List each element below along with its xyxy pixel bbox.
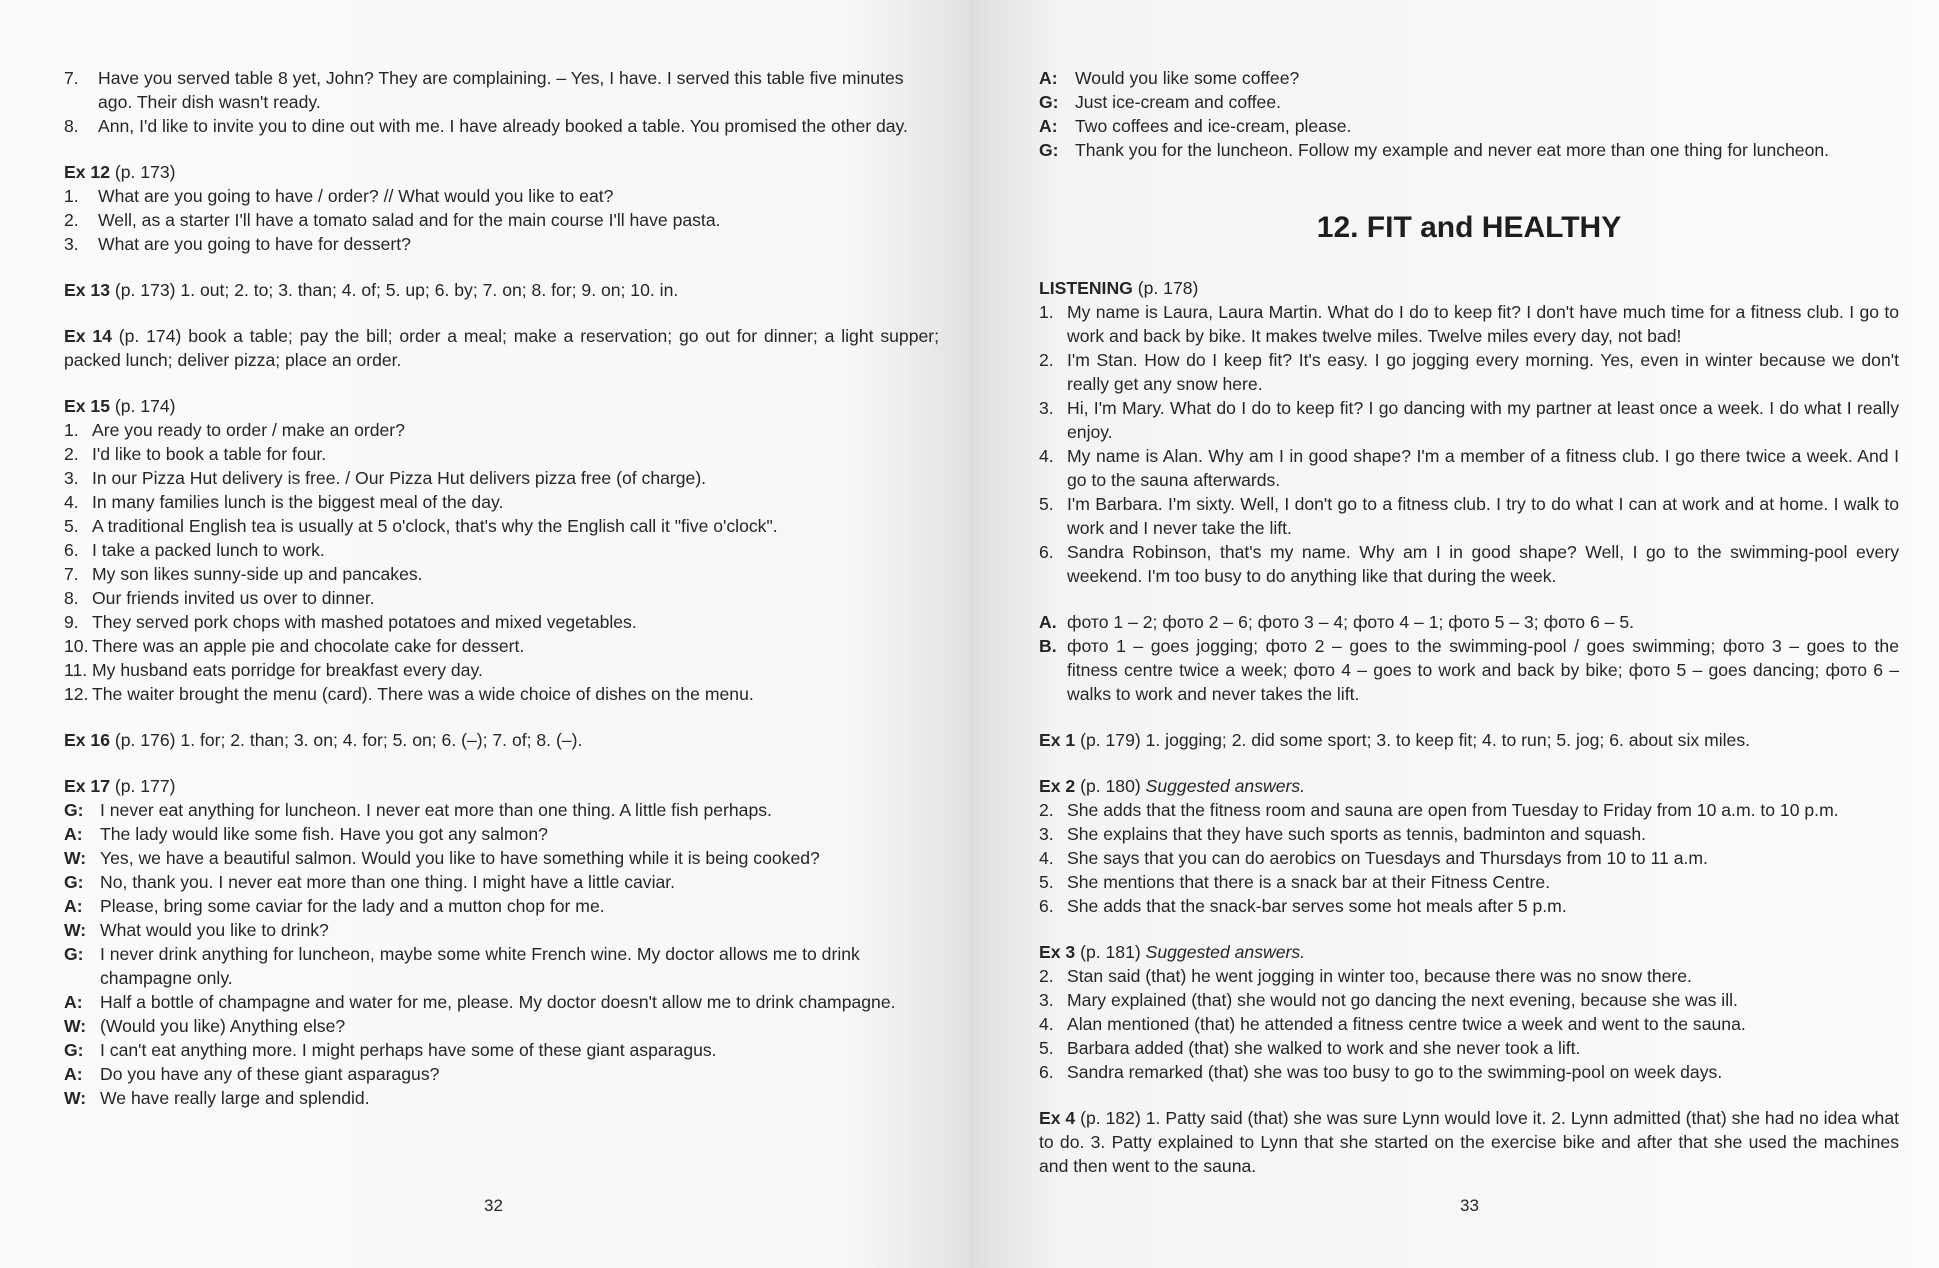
ex-ref: (p. 177): [114, 776, 176, 796]
item-number: 3.: [1039, 824, 1054, 844]
item-number: 8.: [64, 588, 79, 608]
item-text: Stan said (that) he went jogging in winter too, because there was no snow there.: [1067, 966, 1692, 986]
dialogue-text: What would you like to drink?: [100, 920, 329, 940]
ex-label: Ex 14: [64, 326, 112, 346]
item-text: She mentions that there is a snack bar at their Fitness Centre.: [1067, 872, 1551, 892]
item-text: I take a packed lunch to work.: [92, 540, 325, 560]
list-item: [64, 514, 939, 538]
ex-label: Ex 4: [1039, 1108, 1076, 1128]
dialogue-line: [1039, 138, 1899, 162]
dialogue-line: [64, 1086, 939, 1110]
item-text: Barbara added (that) she walked to work and she never took a lift.: [1067, 1038, 1581, 1058]
item-text: In our Pizza Hut delivery is free. / Our Pizza Hut delivers pizza free (of charge).: [92, 468, 707, 488]
ex16-section: [64, 728, 939, 752]
item-text: She says that you can do aerobics on Tuesdays and Thursdays from 10 to 11 a.m.: [1067, 848, 1708, 868]
list-item: [64, 114, 939, 138]
speaker-label: W:: [64, 1088, 87, 1108]
item-text: My son likes sunny-side up and pancakes.: [92, 564, 423, 584]
ex-label: Ex 2: [1039, 776, 1076, 796]
list-item: [1039, 964, 1899, 988]
item-text: Sandra remarked (that) she was too busy to go to the swimming-pool on week days.: [1067, 1062, 1723, 1082]
list-item: [1039, 1036, 1899, 1060]
list-item: [1039, 894, 1899, 918]
dialogue-line: [64, 1038, 939, 1062]
ex-text: 1. for; 2. than; 3. on; 4. for; 5. on; 6. (–); 7. of; 8. (–).: [180, 730, 583, 750]
list-item: [1039, 1012, 1899, 1036]
list-item: [1039, 540, 1899, 588]
item-number: 1.: [1039, 302, 1054, 322]
list-item: [64, 208, 939, 232]
item-number: 7.: [64, 68, 79, 88]
item-number: 1.: [64, 420, 79, 440]
speaker-label: W:: [64, 1016, 87, 1036]
speaker-label: A:: [1039, 68, 1058, 88]
list-item: [1039, 1060, 1899, 1084]
list-item: [64, 184, 939, 208]
ex4-section: [1039, 1106, 1899, 1178]
item-text: What are you going to have for dessert?: [98, 234, 411, 254]
list-item: [64, 682, 939, 706]
item-text: Our friends invited us over to dinner.: [92, 588, 375, 608]
section-label: LISTENING: [1039, 278, 1133, 298]
item-text: I'm Barbara. I'm sixty. Well, I don't go to a fitness club. I try to do what I can at work and at home. I walk to work and I never take the lift.: [1067, 494, 1899, 538]
ex-label: Ex 3: [1039, 942, 1076, 962]
item-number: 5.: [1039, 494, 1054, 514]
item-text: I'd like to book a table for four.: [92, 444, 327, 464]
dialogue-text: (Would you like) Anything else?: [100, 1016, 346, 1036]
list-item: [1039, 988, 1899, 1012]
item-text: There was an apple pie and chocolate cake for dessert.: [92, 636, 525, 656]
speaker-label: G:: [64, 800, 84, 820]
item-text: A traditional English tea is usually at 5 o'clock, that's why the English call it "five o'clock".: [92, 516, 778, 536]
ex2-section: [1039, 774, 1899, 918]
list-item: [64, 538, 939, 562]
list-item: [1039, 798, 1899, 822]
item-label: B.: [1039, 636, 1057, 656]
item-number: 4.: [1039, 848, 1054, 868]
item-number: 8.: [64, 116, 79, 136]
listening-section: [1039, 276, 1899, 588]
ex-text: 1. jogging; 2. did some sport; 3. to keep fit; 4. to run; 5. jog; 6. about six miles.: [1145, 730, 1751, 750]
list-item: [64, 466, 939, 490]
item-text: She adds that the fitness room and sauna are open from Tuesday to Friday from 10 a.m. to 10 p.m.: [1067, 800, 1839, 820]
ex-ref: (p. 176): [114, 730, 176, 750]
list-item: [64, 586, 939, 610]
item-number: 5.: [1039, 872, 1054, 892]
ex-note: Suggested answers.: [1145, 942, 1306, 962]
ex3-section: [1039, 940, 1899, 1084]
page-right: [969, 0, 1939, 1268]
ex-ref: (p. 178): [1137, 278, 1199, 298]
dialogue-line: [64, 870, 939, 894]
ex-text: 1. out; 2. to; 3. than; 4. of; 5. up; 6. by; 7. on; 8. for; 9. on; 10. in.: [180, 280, 679, 300]
item-number: 3.: [64, 468, 79, 488]
dialogue-line: [64, 846, 939, 870]
list-item: [64, 442, 939, 466]
item-number: 6.: [1039, 896, 1054, 916]
ex-text: book a table; pay the bill; order a meal; make a reservation; go out for dinner; a light supper; packed lunch; deliver pizza; place an order.: [64, 326, 940, 370]
list-item: [64, 658, 939, 682]
item-number: 6.: [1039, 1062, 1054, 1082]
list-item: [64, 562, 939, 586]
speaker-label: G:: [1039, 140, 1059, 160]
dialogue-text: Just ice-cream and coffee.: [1075, 92, 1282, 112]
ex-ref: (p. 173): [114, 162, 176, 182]
ex-ref: (p. 174): [114, 396, 176, 416]
item-text: Ann, I'd like to invite you to dine out with me. I have already booked a table. You promised the other day.: [98, 116, 908, 136]
list-item: [1039, 300, 1899, 348]
item-number: 5.: [64, 516, 79, 536]
ex-label: Ex 13: [64, 280, 110, 300]
ex13-section: [64, 278, 939, 302]
item-text: She adds that the snack-bar serves some hot meals after 5 p.m.: [1067, 896, 1567, 916]
list-item: [1039, 396, 1899, 444]
dialogue-text: Thank you for the luncheon. Follow my example and never eat more than one thing for luncheon.: [1075, 140, 1830, 160]
page-number: 33: [1460, 1196, 1479, 1215]
photo-matching: [1039, 610, 1899, 706]
speaker-label: G:: [64, 872, 84, 892]
item-number: 11.: [64, 660, 88, 680]
ex12-heading: [64, 160, 939, 184]
dialogue-line: [64, 918, 939, 942]
item-text: Alan mentioned (that) he attended a fitness centre twice a week and went to the sauna.: [1067, 1014, 1746, 1034]
speaker-label: A:: [64, 896, 83, 916]
item-text: Well, as a starter I'll have a tomato salad and for the main course I'll have pasta.: [98, 210, 721, 230]
item-text: фото 1 – goes jogging; фото 2 – goes to the swimming-pool / goes swimming; фото 3 – goes to the fitness centre twice a week; фото 4 – goes to work and back by bike; фото 5 – goes dancing; фото 6 – walks to work and never takes the lift.: [1067, 636, 1899, 704]
item-text: My name is Laura, Laura Martin. What do I do to keep fit? I don't have much time for a fitness club. I go to work and back by bike. It makes twelve miles. Twelve miles every day, not bad!: [1067, 302, 1899, 346]
item-text: The waiter brought the menu (card). There was a wide choice of dishes on the menu.: [92, 684, 754, 704]
ex17-section: [64, 774, 939, 1110]
item-number: 2.: [1039, 350, 1054, 370]
listening-heading: [1039, 276, 1899, 300]
item-number: 2.: [64, 210, 79, 230]
ex-label: Ex 1: [1039, 730, 1076, 750]
speaker-label: A:: [64, 992, 83, 1012]
item-number: 9.: [64, 612, 79, 632]
ex1-section: [1039, 728, 1899, 752]
dialogue-text: I never eat anything for luncheon. I never eat more than one thing. A little fish perhaps.: [100, 800, 772, 820]
ex15-section: [64, 394, 939, 706]
ex15-heading: [64, 394, 939, 418]
dialogue-text: Yes, we have a beautiful salmon. Would you like to have something while it is being cooked?: [100, 848, 820, 868]
chapter-title: 12. FIT and HEALTHY: [1316, 211, 1622, 244]
item-text: Mary explained (that) she would not go dancing the next evening, because she was ill.: [1067, 990, 1738, 1010]
list-item: [64, 232, 939, 256]
ex-label: Ex 12: [64, 162, 110, 182]
item-text: She explains that they have such sports as tennis, badminton and squash.: [1067, 824, 1647, 844]
dialogue-text: I never drink anything for luncheon, maybe some white French wine. My doctor allows me to drink champagne only.: [100, 944, 860, 988]
dialogue-line: [1039, 114, 1899, 138]
page-left: [0, 0, 969, 1268]
item-number: 2.: [64, 444, 79, 464]
list-item: [1039, 348, 1899, 396]
list-item: [64, 418, 939, 442]
item-number: 3.: [64, 234, 79, 254]
item-number: 4.: [64, 492, 79, 512]
dialogue-text: I can't eat anything more. I might perhaps have some of these giant asparagus.: [100, 1040, 717, 1060]
item-text: My husband eats porridge for breakfast every day.: [92, 660, 483, 680]
list-item: [64, 634, 939, 658]
dialogue-text: No, thank you. I never eat more than one thing. I might have a little caviar.: [100, 872, 676, 892]
item-number: 3.: [1039, 398, 1054, 418]
item-text: In many families lunch is the biggest meal of the day.: [92, 492, 504, 512]
item-text: Hi, I'm Mary. What do I do to keep fit? I go dancing with my partner at least once a week. I do what I really enjoy.: [1067, 398, 1899, 442]
speaker-label: W:: [64, 920, 87, 940]
item-text: Have you served table 8 yet, John? They are complaining. – Yes, I have. I served this table five minutes ago. Their dish wasn't ready.: [98, 68, 904, 112]
list-item: [1039, 610, 1899, 634]
list-item: [1039, 846, 1899, 870]
dialogue-line: [64, 1014, 939, 1038]
item-number: 12.: [64, 684, 89, 704]
list-item: [64, 610, 939, 634]
item-text: They served pork chops with mashed potatoes and mixed vegetables.: [92, 612, 637, 632]
dialogue-text: Please, bring some caviar for the lady and a mutton chop for me.: [100, 896, 605, 916]
item-number: 3.: [1039, 990, 1054, 1010]
ex-ref: (p. 174): [118, 326, 182, 346]
item-number: 7.: [64, 564, 79, 584]
ex-ref: (p. 180): [1080, 776, 1141, 796]
speaker-label: G:: [1039, 92, 1059, 112]
list-item: [1039, 634, 1899, 706]
page-number: 32: [484, 1196, 503, 1215]
speaker-label: G:: [64, 1040, 84, 1060]
dialogue-line: [1039, 66, 1899, 90]
ex-note: Suggested answers.: [1145, 776, 1306, 796]
item-number: 2.: [1039, 966, 1054, 986]
dialogue-line: [64, 894, 939, 918]
item-number: 2.: [1039, 800, 1054, 820]
list-item: [1039, 444, 1899, 492]
list-item: [64, 490, 939, 514]
item-label: A.: [1039, 612, 1057, 632]
ex-ref: (p. 173): [114, 280, 176, 300]
item-text: I'm Stan. How do I keep fit? It's easy. I go jogging every morning. Yes, even in winter because we don't really get any snow here.: [1067, 350, 1899, 394]
dialogue-text: Two coffees and ice-cream, please.: [1075, 116, 1352, 136]
ex2-heading: [1039, 774, 1899, 798]
dialogue-line: [64, 990, 939, 1014]
ex3-heading: [1039, 940, 1899, 964]
speaker-label: A:: [64, 1064, 83, 1084]
ex-label: Ex 15: [64, 396, 110, 416]
item-number: 4.: [1039, 1014, 1054, 1034]
item-number: 4.: [1039, 446, 1054, 466]
list-item: [1039, 870, 1899, 894]
top-items: [64, 66, 939, 138]
dialogue-line: [64, 798, 939, 822]
ex-text: 1. Patty said (that) she was sure Lynn would love it. 2. Lynn admitted (that) she had no idea what to do. 3. Patty explained to Lynn that she started on the exercise bike and after that she used the machines and then went to the sauna.: [1039, 1108, 1900, 1176]
ex-ref: (p. 179): [1080, 730, 1141, 750]
dialogue-text: We have really large and splendid.: [100, 1088, 370, 1108]
item-number: 6.: [1039, 542, 1054, 562]
ex14-section: [64, 324, 939, 372]
speaker-label: A:: [1039, 116, 1058, 136]
dialogue-line: [64, 1062, 939, 1086]
list-item: [1039, 492, 1899, 540]
dialogue-text: Do you have any of these giant asparagus?: [100, 1064, 440, 1084]
dialogue-line: [64, 942, 939, 990]
item-text: Sandra Robinson, that's my name. Why am I in good shape? Well, I go to the swimming-pool every weekend. I'm too busy to do anything like that during the week.: [1067, 542, 1899, 586]
item-number: 10.: [64, 636, 89, 656]
ex-label: Ex 17: [64, 776, 110, 796]
dialogue-line: [64, 822, 939, 846]
dialogue-line: [1039, 90, 1899, 114]
item-text: фото 1 – 2; фото 2 – 6; фото 3 – 4; фото 4 – 1; фото 5 – 3; фото 6 – 5.: [1067, 612, 1634, 632]
item-number: 5.: [1039, 1038, 1054, 1058]
ex-ref: (p. 182): [1080, 1108, 1141, 1128]
speaker-label: A:: [64, 824, 83, 844]
item-text: What are you going to have / order? // What would you like to eat?: [98, 186, 614, 206]
ex-label: Ex 16: [64, 730, 110, 750]
item-text: My name is Alan. Why am I in good shape? I'm a member of a fitness club. I go there twice a week. And I go to the sauna afterwards.: [1067, 446, 1899, 490]
ex-ref: (p. 181): [1080, 942, 1141, 962]
dialogue-text: Would you like some coffee?: [1075, 68, 1300, 88]
ex17-heading: [64, 774, 939, 798]
item-number: 6.: [64, 540, 79, 560]
list-item: [64, 66, 939, 114]
dialogue-text: Half a bottle of champagne and water for me, please. My doctor doesn't allow me to drink champagne.: [100, 992, 896, 1012]
item-number: 1.: [64, 186, 79, 206]
dialogue-text: The lady would like some fish. Have you got any salmon?: [100, 824, 548, 844]
ex12-section: [64, 160, 939, 256]
item-text: Are you ready to order / make an order?: [92, 420, 405, 440]
dialogue-continued: [1039, 66, 1899, 162]
speaker-label: G:: [64, 944, 84, 964]
speaker-label: W:: [64, 848, 87, 868]
list-item: [1039, 822, 1899, 846]
